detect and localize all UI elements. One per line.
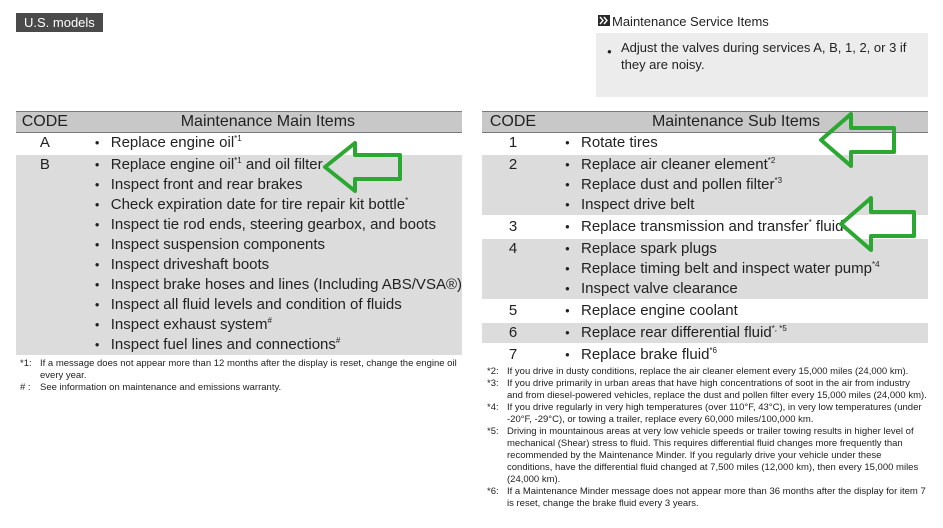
bullet: ● [94,320,100,329]
footnote-text: If you drive regularly in very high temperatures (over 110°F, 43°C), in very low temperatures (under -20°F, -29°C), or towing a trailer, replace every 60,000 miles/100,000 km. [507,402,922,425]
footnote-key: *3: [487,378,499,389]
table-row [482,301,928,321]
list-item [74,255,462,275]
list-item [74,215,462,235]
item-text-rest: and oil filter [241,156,323,173]
service-items-title-text: Maintenance Service Items [612,14,769,29]
list-item [74,275,462,295]
item-text: Inspect brake hoses and lines (Including ABS/VSA®) [110,276,462,293]
bullet: ● [565,328,570,337]
item-text: Replace timing belt and inspect water pump [581,260,872,277]
list-item [74,295,462,315]
item-text: Replace transmission and transfer [581,218,809,235]
footnote-key: *2: [487,366,499,377]
item-text: Replace engine coolant [581,302,738,319]
bullet: ● [94,260,100,269]
footnote-key: *6: [487,486,499,497]
list-item [74,335,462,355]
bullet: ● [94,200,100,209]
footnote [487,378,927,402]
arrow-left-icon [322,139,404,195]
footnote-key: # : [20,382,31,393]
footnote-ref: # [335,336,341,345]
bullet: ● [565,180,570,189]
bullet: ● [94,280,100,289]
footnote-text: See information on maintenance and emissions warranty. [40,382,282,393]
item-text: Replace engine oil [110,134,235,151]
footnote [487,366,927,378]
service-items-box [596,33,928,97]
item-text: Replace brake fluid [581,346,710,363]
main-items-header: Maintenance Main Items [74,112,462,133]
footnote-ref: *1 [234,134,242,143]
footnote-ref: *1 [234,156,242,165]
item-text: Replace spark plugs [581,240,717,257]
item-text: Inspect driveshaft boots [110,256,270,273]
sub-code-header: CODE [482,112,544,133]
bullet: ● [94,240,100,249]
footnote-ref: *4 [872,260,880,269]
row-code: B [16,155,74,355]
bullet: ● [565,244,570,253]
bullet: ● [565,284,570,293]
footnote [20,358,460,382]
footnote-key: *4: [487,402,499,413]
bullet: ● [94,220,100,229]
item-text: Replace engine oil [110,156,235,173]
item-text: Inspect valve clearance [581,280,738,297]
row-code: 6 [482,323,544,343]
bullet: ● [565,264,570,273]
table-row [482,345,928,365]
double-chevron-icon [598,14,610,29]
bullet: ● [565,138,570,147]
item-text: Replace dust and pollen filter [581,176,775,193]
right-footnotes [487,366,927,510]
row-code: A [16,133,74,154]
list-item [544,175,928,195]
footnote-ref: *6 [709,346,717,355]
list-item [74,235,462,255]
footnote-ref: # [267,316,272,325]
footnote-key: *1: [20,358,32,369]
footnote-text: If you drive primarily in urban areas that have high concentrations of soot in the air from industry and from diesel-powered vehicles, replace the dust and pollen filter every 15,000 miles (24,000 km). [507,378,927,401]
service-items-bullet-text: Adjust the valves during services A, B, 1, 2, or 3 if they are noisy. [621,40,907,72]
footnote-ref: *2 [767,156,776,165]
row-items [544,345,928,365]
left-footnotes [20,358,460,394]
row-code: 7 [482,345,544,365]
footnote-key: *5: [487,426,499,437]
item-text: Inspect tie rod ends, steering gearbox, and boots [110,216,436,233]
table-row [482,323,928,343]
footnote-ref: * [405,196,409,205]
item-text-rest: fluid [811,218,844,235]
row-code: 2 [482,155,544,215]
list-item [544,323,928,343]
footnote-text: Driving in mountainous areas at very low vehicle speeds or trailer towing results in higher level of mechanical (Shear) stress to fluid. This requires differential fluid changes more frequently than recommended by the Maintenance Minder. If you regularly drive your vehicle under these conditions, have the differential fluid changed at 7,500 miles (12,000 km), then every 15,000 miles (24,000 km). [507,426,919,485]
list-item [544,345,928,365]
arrow-left-icon [838,194,918,254]
footnote [20,382,460,394]
item-text: Check expiration date for tire repair kit bottle [110,196,406,213]
footnote-ref: *, *5 [771,324,787,333]
list-item [74,315,462,335]
footnote-ref: *3 [774,176,783,185]
row-code: 3 [482,217,544,237]
list-item [544,279,928,299]
bullet: ● [607,47,612,56]
bullet: ● [94,180,100,189]
bullet: ● [94,300,100,309]
footnote [487,402,927,426]
row-items [544,323,928,343]
bullet: ● [565,160,570,169]
footnote-text: If you drive in dusty conditions, replace the air cleaner element every 15,000 miles (24,000 km). [507,366,909,377]
item-text: Inspect front and rear brakes [110,176,303,193]
item-text: Inspect drive belt [581,196,695,213]
row-code: 5 [482,301,544,321]
main-code-header: CODE [16,112,74,133]
bullet: ● [94,160,100,169]
bullet: ● [565,306,570,315]
row-code: 4 [482,239,544,299]
footnote [487,486,927,510]
list-item [544,301,928,321]
item-text: Inspect suspension components [110,236,326,253]
item-text: Inspect exhaust system [110,316,268,333]
footnote [487,426,927,486]
sub-items-header: Maintenance Sub Items [544,112,928,133]
footnote-text: If a message does not appear more than 12 months after the display is reset, change the engine oil every year. [40,358,457,381]
item-text: Inspect all fluid levels and condition of fluids [110,296,402,313]
item-text: Inspect fuel lines and connections [110,336,336,353]
item-text: Replace air cleaner element [581,156,768,173]
service-items-title [598,14,769,29]
us-models-badge: U.S. models [16,13,103,32]
row-code: 1 [482,133,544,154]
footnote-text: If a Maintenance Minder message does not appear more than 36 months after the display for item 7 is reset, change the brake fluid every 3 years. [507,486,926,509]
arrow-left-icon [818,110,898,170]
list-item [74,195,462,215]
bullet: ● [94,340,100,349]
item-text: Rotate tires [581,134,658,151]
bullet: ● [565,200,570,209]
bullet: ● [565,350,570,359]
row-items [544,301,928,321]
item-text: Replace rear differential fluid [581,324,772,341]
bullet: ● [565,222,570,231]
list-item [544,259,928,279]
bullet: ● [94,138,100,147]
footnote-ref: * [808,218,812,227]
